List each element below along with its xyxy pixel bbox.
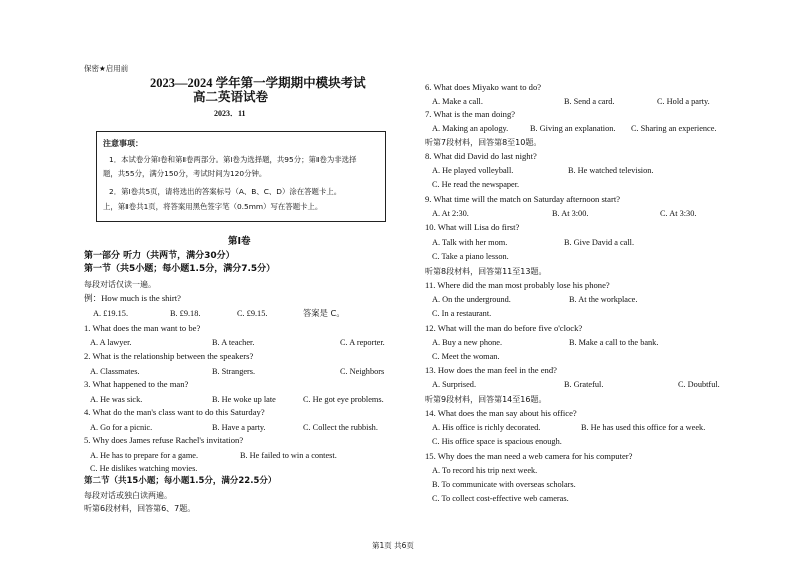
q13-option-a: A. Surprised. <box>432 380 477 389</box>
q4-option-c: C. Collect the rubbish. <box>303 423 378 432</box>
q5-option-a: A. He has to prepare for a game. <box>90 451 199 460</box>
q14-option-b: B. He has used this office for a week. <box>581 423 706 432</box>
q2-option-b: B. Strangers. <box>212 367 256 376</box>
notice-heading: 注意事项： <box>103 139 143 148</box>
q15-option-c: C. To collect cost-effective web cameras. <box>432 494 569 503</box>
q13-text: 13. How does the man feel in the end? <box>425 365 557 375</box>
q12-option-c: C. Meet the woman. <box>432 352 500 361</box>
notice-line-2: 题，共55分，满分150分，考试时间为120分钟。 <box>103 169 267 178</box>
q15-option-b: B. To communicate with overseas scholars. <box>432 480 576 489</box>
q3-text: 3. What happened to the man? <box>84 379 189 389</box>
exam-title: 2023—2024 学年第一学期期中模块考试 <box>150 76 366 90</box>
q7-option-c: C. Sharing an experience. <box>631 124 717 133</box>
material-8-note: 听第8段材料，回答第11至13题。 <box>425 267 547 276</box>
q13-option-b: B. Grateful. <box>564 380 604 389</box>
q2-option-a: A. Classmates. <box>90 367 140 376</box>
q6-option-b: B. Send a card. <box>564 97 615 106</box>
secret-label: 保密★启用前 <box>84 64 129 73</box>
volume-heading: 第Ⅰ卷 <box>228 236 251 247</box>
q6-text: 6. What does Miyako want to do? <box>425 82 542 92</box>
q10-option-a: A. Talk with her mom. <box>432 238 508 247</box>
q11-option-c: C. In a restaurant. <box>432 309 492 318</box>
q3-option-a: A. He was sick. <box>90 395 143 404</box>
q8-option-b: B. He watched television. <box>568 166 654 175</box>
material-6-note: 听第6段材料，回答第6、7题。 <box>84 504 196 513</box>
q10-option-c: C. Take a piano lesson. <box>432 252 509 261</box>
q8-option-a: A. He played volleyball. <box>432 166 514 175</box>
q11-option-a: A. On the underground. <box>432 295 511 304</box>
example-option-b: B. £9.18. <box>170 309 201 318</box>
q11-option-b: B. At the workplace. <box>569 295 638 304</box>
q14-text: 14. What does the man say about his office? <box>425 408 577 418</box>
notice-line-4: 上，第Ⅱ卷共1页，将答案用黑色签字笔（0.5mm）写在答题卡上。 <box>103 202 323 211</box>
q8-text: 8. What did David do last night? <box>425 151 537 161</box>
q2-text: 2. What is the relationship between the speakers? <box>84 351 254 361</box>
q1-option-b: B. A teacher. <box>212 338 255 347</box>
q15-option-a: A. To record his trip next week. <box>432 466 538 475</box>
q1-option-a: A. A lawyer. <box>90 338 132 347</box>
exam-subtitle: 高二英语试卷 <box>193 90 269 104</box>
q2-option-c: C. Neighbors <box>340 367 385 376</box>
material-9-note: 听第9段材料，回答第14至16题。 <box>425 395 547 404</box>
q9-text: 9. What time will the match on Saturday afternoon start? <box>425 194 621 204</box>
q3-option-b: B. He woke up late <box>212 395 276 404</box>
q9-option-c: C. At 3:30. <box>660 209 697 218</box>
part1-title: 第一部分 听力（共两节，满分30分） <box>84 251 235 261</box>
q1-option-c: C. A reporter. <box>340 338 385 347</box>
q12-option-b: B. Make a call to the bank. <box>569 338 659 347</box>
q6-option-a: A. Make a call. <box>432 97 483 106</box>
q7-option-a: A. Making an apology. <box>432 124 509 133</box>
q4-text: 4. What do the man's class want to do this Saturday? <box>84 407 265 417</box>
q11-text: 11. Where did the man most probably lose his phone? <box>425 280 610 290</box>
q8-option-c: C. He read the newspaper. <box>432 180 520 189</box>
q6-option-c: C. Hold a party. <box>657 97 710 106</box>
q14-option-c: C. His office space is spacious enough. <box>432 437 562 446</box>
notice-line-1: 1．本试卷分第Ⅰ卷和第Ⅱ卷两部分。第Ⅰ卷为选择题，共95分；第Ⅱ卷为非选择 <box>109 155 357 164</box>
q5-option-b: B. He failed to win a contest. <box>240 451 337 460</box>
q12-option-a: A. Buy a new phone. <box>432 338 503 347</box>
exam-date: 2023．11 <box>214 109 246 118</box>
notice-box <box>96 131 386 222</box>
q4-option-b: B. Have a party. <box>212 423 266 432</box>
q3-option-c: C. He got eye problems. <box>303 395 384 404</box>
q12-text: 12. What will the man do before five o'clock? <box>425 323 583 333</box>
q9-option-a: A. At 2:30. <box>432 209 469 218</box>
section2-instruction: 每段对话或独白读两遍。 <box>84 491 172 500</box>
example-option-c: C. £9.15. <box>237 309 268 318</box>
q5-option-c: C. He dislikes watching movies. <box>90 464 198 473</box>
q7-text: 7. What is the man doing? <box>425 109 516 119</box>
example-answer: 答案是 C。 <box>303 308 345 318</box>
q13-option-c: C. Doubtful. <box>678 380 720 389</box>
example-option-a: A. £19.15. <box>93 309 129 318</box>
section1-instruction: 每段对话仅读一遍。 <box>84 280 156 289</box>
section2-title: 第二节（共15小题；每小题1.5分，满分22.5分） <box>84 476 277 486</box>
q15-text: 15. Why does the man need a web camera for his computer? <box>425 451 633 461</box>
q9-option-b: B. At 3:00. <box>552 209 589 218</box>
q10-text: 10. What will Lisa do first? <box>425 222 520 232</box>
q4-option-a: A. Go for a picnic. <box>90 423 153 432</box>
section1-title: 第一节（共5小题；每小题1.5分，满分7.5分） <box>84 264 276 274</box>
material-7-note: 听第7段材料，回答第8至10题。 <box>425 138 542 147</box>
example-question: 例：How much is the shirt? <box>84 293 181 303</box>
notice-line-3: 2．第Ⅰ卷共5页，请将选出的答案标号（A、B、C、D）涂在答题卡上。 <box>109 187 342 196</box>
q1-text: 1. What does the man want to be? <box>84 323 201 333</box>
page-footer: 第1页 共6页 <box>372 541 414 550</box>
q5-text: 5. Why does James refuse Rachel's invitation? <box>84 435 244 445</box>
q10-option-b: B. Give David a call. <box>564 238 635 247</box>
q14-option-a: A. His office is richly decorated. <box>432 423 541 432</box>
q7-option-b: B. Giving an explanation. <box>530 124 616 133</box>
